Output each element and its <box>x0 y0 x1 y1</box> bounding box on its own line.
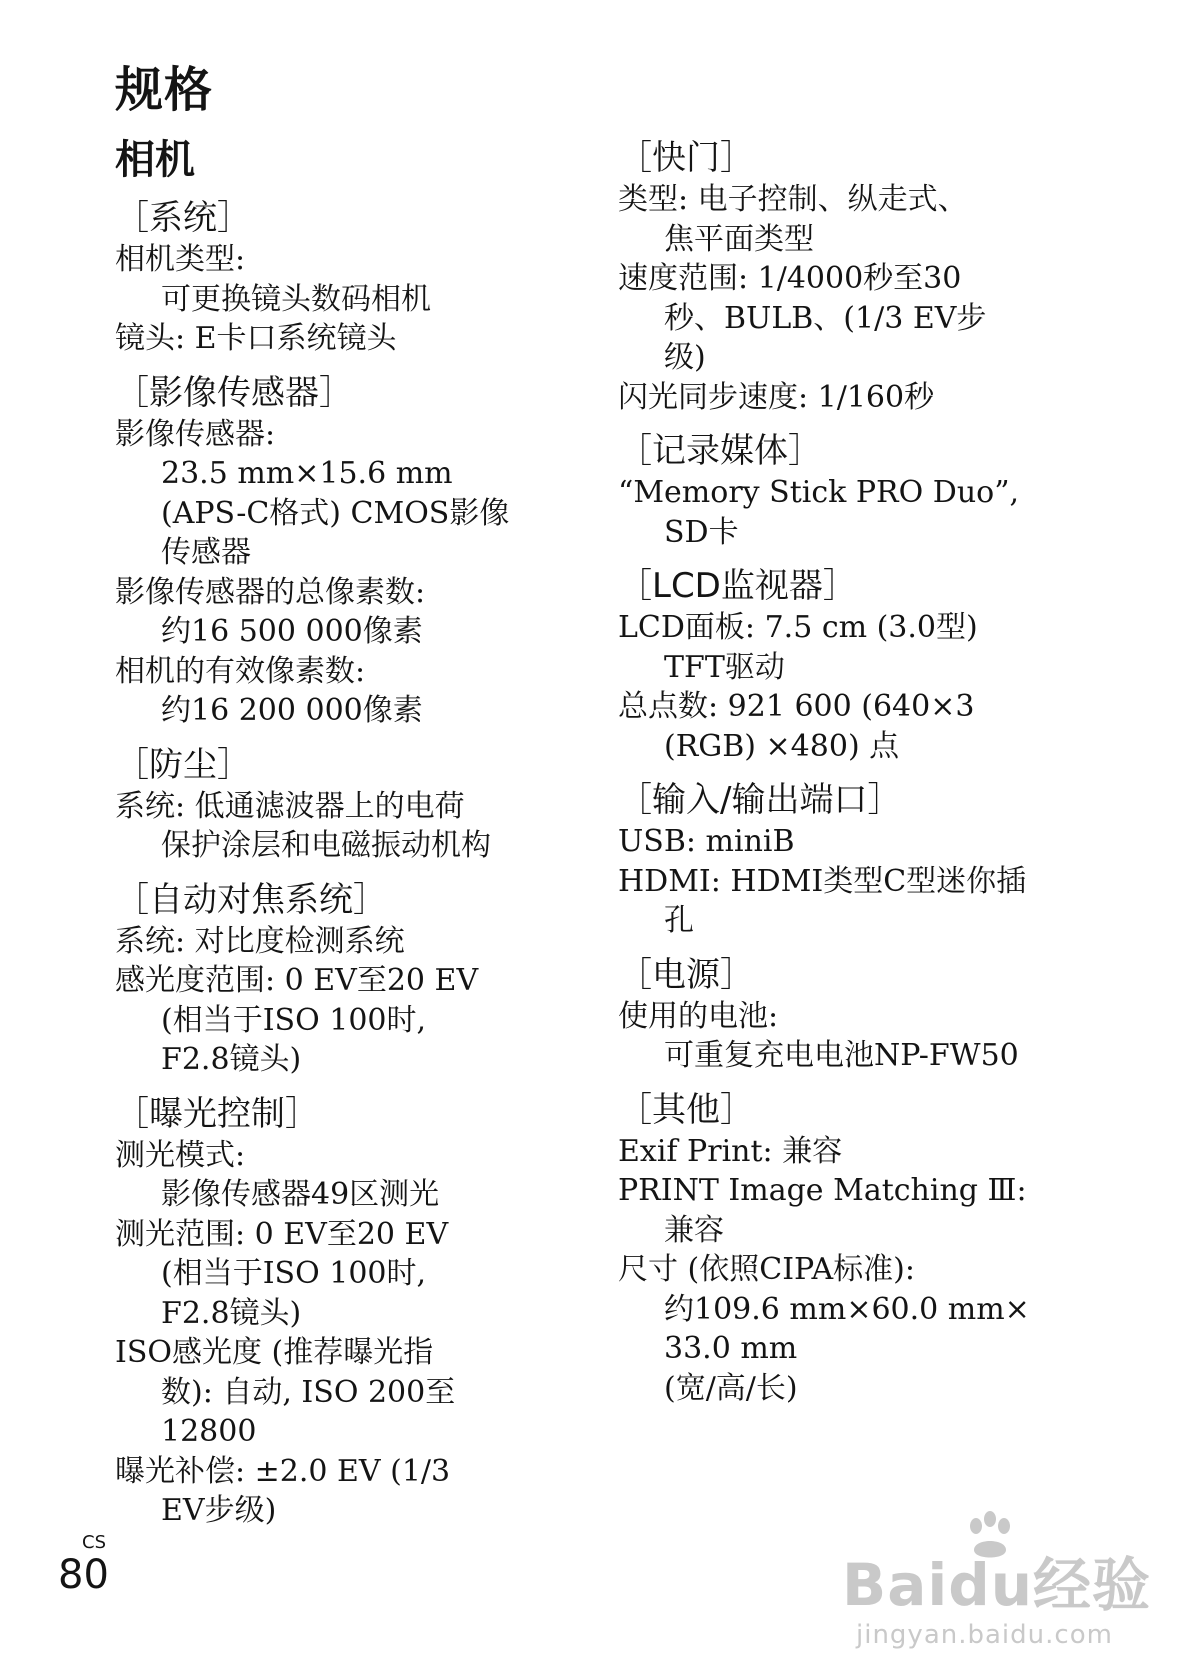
spec-line: LCD面板: 7.5 cm (3.0型) <box>618 610 978 645</box>
spec-line: Exif Print: 兼容 <box>618 1133 843 1169</box>
spec-line: 测光模式: <box>115 1137 246 1173</box>
left-spec-sections <box>115 196 585 1531</box>
section-title: ［记录媒体］ <box>618 431 822 471</box>
spec-section <box>115 371 585 731</box>
spec-line: 影像传感器49区测光 <box>161 1177 440 1212</box>
section-title: ［自动对焦系统］ <box>115 879 387 920</box>
spec-line: 总点数: 921 600 (640×3 <box>618 689 975 724</box>
spec-section <box>618 953 1088 1076</box>
spec-line: (RGB) ×480) 点 <box>664 728 900 764</box>
spec-line: 约109.6 mm×60.0 mm× <box>664 1291 1030 1327</box>
spec-line: PRINT Image Matching Ⅲ: <box>618 1173 1027 1208</box>
spec-line: 约16 200 000像素 <box>161 693 423 728</box>
spec-section <box>618 136 1088 417</box>
spec-section <box>618 429 1088 552</box>
spec-line: 类型: 电子控制、纵走式、 <box>618 182 968 217</box>
spec-line: 可更换镜头数码相机 <box>161 281 431 317</box>
spec-line: 速度范围: 1/4000秒至30 <box>618 261 962 296</box>
right-column <box>618 136 1088 1408</box>
section-title: ［防尘］ <box>115 744 251 785</box>
spec-line: F2.8镜头) <box>161 1295 302 1331</box>
spec-section <box>115 1092 585 1531</box>
spec-line: HDMI: HDMI类型C型迷你插 <box>618 863 1027 899</box>
spec-line: 保护涂层和电磁振动机构 <box>161 828 491 863</box>
spec-line: 可重复充电电池NP-FW50 <box>664 1038 1019 1073</box>
spec-section <box>618 778 1088 941</box>
spec-line: 数): 自动, ISO 200至 <box>161 1374 456 1410</box>
watermark-brand: Baidu经验 <box>842 1551 1152 1619</box>
spec-section <box>115 743 585 866</box>
page-title: 规格 <box>115 62 214 118</box>
spec-line: 秒、BULB、(1/3 EV步 <box>664 300 987 336</box>
spec-line: TFT驱动 <box>664 649 785 685</box>
spec-line: (相当于ISO 100时, <box>161 1002 427 1038</box>
spec-line: USB: miniB <box>618 824 795 859</box>
spec-line: 兼容 <box>664 1212 724 1248</box>
spec-section <box>618 1088 1088 1409</box>
page-number: 80 <box>58 1552 109 1598</box>
spec-line: (宽/高/长) <box>664 1370 798 1406</box>
left-column <box>115 136 585 1531</box>
spec-line: 相机类型: <box>115 242 246 277</box>
spec-line: 33.0 mm <box>664 1331 798 1366</box>
spec-line: 孔 <box>664 903 694 938</box>
spec-line: 12800 <box>161 1414 257 1449</box>
spec-line: 尺寸 (依照CIPA标准): <box>618 1252 915 1287</box>
spec-line: 影像传感器的总像素数: <box>115 574 426 610</box>
spec-line: “Memory Stick PRO Duo”, <box>618 475 1020 510</box>
spec-line: SD卡 <box>664 514 739 550</box>
right-spec-sections <box>618 136 1088 1408</box>
section-title: ［快门］ <box>618 138 754 178</box>
spec-line: (相当于ISO 100时, <box>161 1256 427 1291</box>
spec-section <box>115 196 585 359</box>
spec-line: ISO感光度 (推荐曝光指 <box>115 1335 434 1370</box>
spec-line: 系统: 低通滤波器上的电荷 <box>115 788 465 824</box>
section-title: ［系统］ <box>115 198 251 238</box>
spec-section <box>618 564 1088 766</box>
watermark-url: jingyan.baidu.com <box>856 1620 1113 1650</box>
section-title: ［LCD监视器］ <box>618 566 857 606</box>
category-heading: 相机 <box>115 137 195 183</box>
section-title: ［电源］ <box>618 954 754 995</box>
spec-line: 闪光同步速度: 1/160秒 <box>618 379 935 415</box>
section-title: ［其他］ <box>618 1089 754 1130</box>
spec-line: 感光度范围: 0 EV至20 EV <box>115 963 479 998</box>
spec-line: 23.5 mm×15.6 mm <box>161 456 453 491</box>
spec-line: 级) <box>664 340 706 375</box>
spec-line: 相机的有效像素数: <box>115 653 366 689</box>
spec-section <box>115 878 585 1080</box>
spec-line: (APS-C格式) CMOS影像 <box>161 495 510 531</box>
spec-line: 影像传感器: <box>115 416 276 452</box>
spec-line: 约16 500 000像素 <box>161 614 423 649</box>
section-title: ［输入/输出端口］ <box>618 780 902 820</box>
spec-line: 测光范围: 0 EV至20 EV <box>115 1216 449 1252</box>
spec-line: 使用的电池: <box>618 998 779 1034</box>
spec-line: 传感器 <box>161 535 251 570</box>
section-title: ［影像传感器］ <box>115 372 353 413</box>
spec-line: 系统: 对比度检测系统 <box>115 923 405 959</box>
spec-line: 镜头: E卡口系统镜头 <box>115 321 397 356</box>
baidu-watermark <box>842 1510 1172 1660</box>
spec-line: 曝光补偿: ±2.0 EV (1/3 <box>115 1453 451 1489</box>
spec-line: 焦平面类型 <box>664 221 814 257</box>
spec-line: F2.8镜头) <box>161 1042 302 1077</box>
spec-line: EV步级) <box>161 1493 277 1528</box>
section-title: ［曝光控制］ <box>115 1093 319 1134</box>
language-marker: CS <box>82 1532 106 1553</box>
